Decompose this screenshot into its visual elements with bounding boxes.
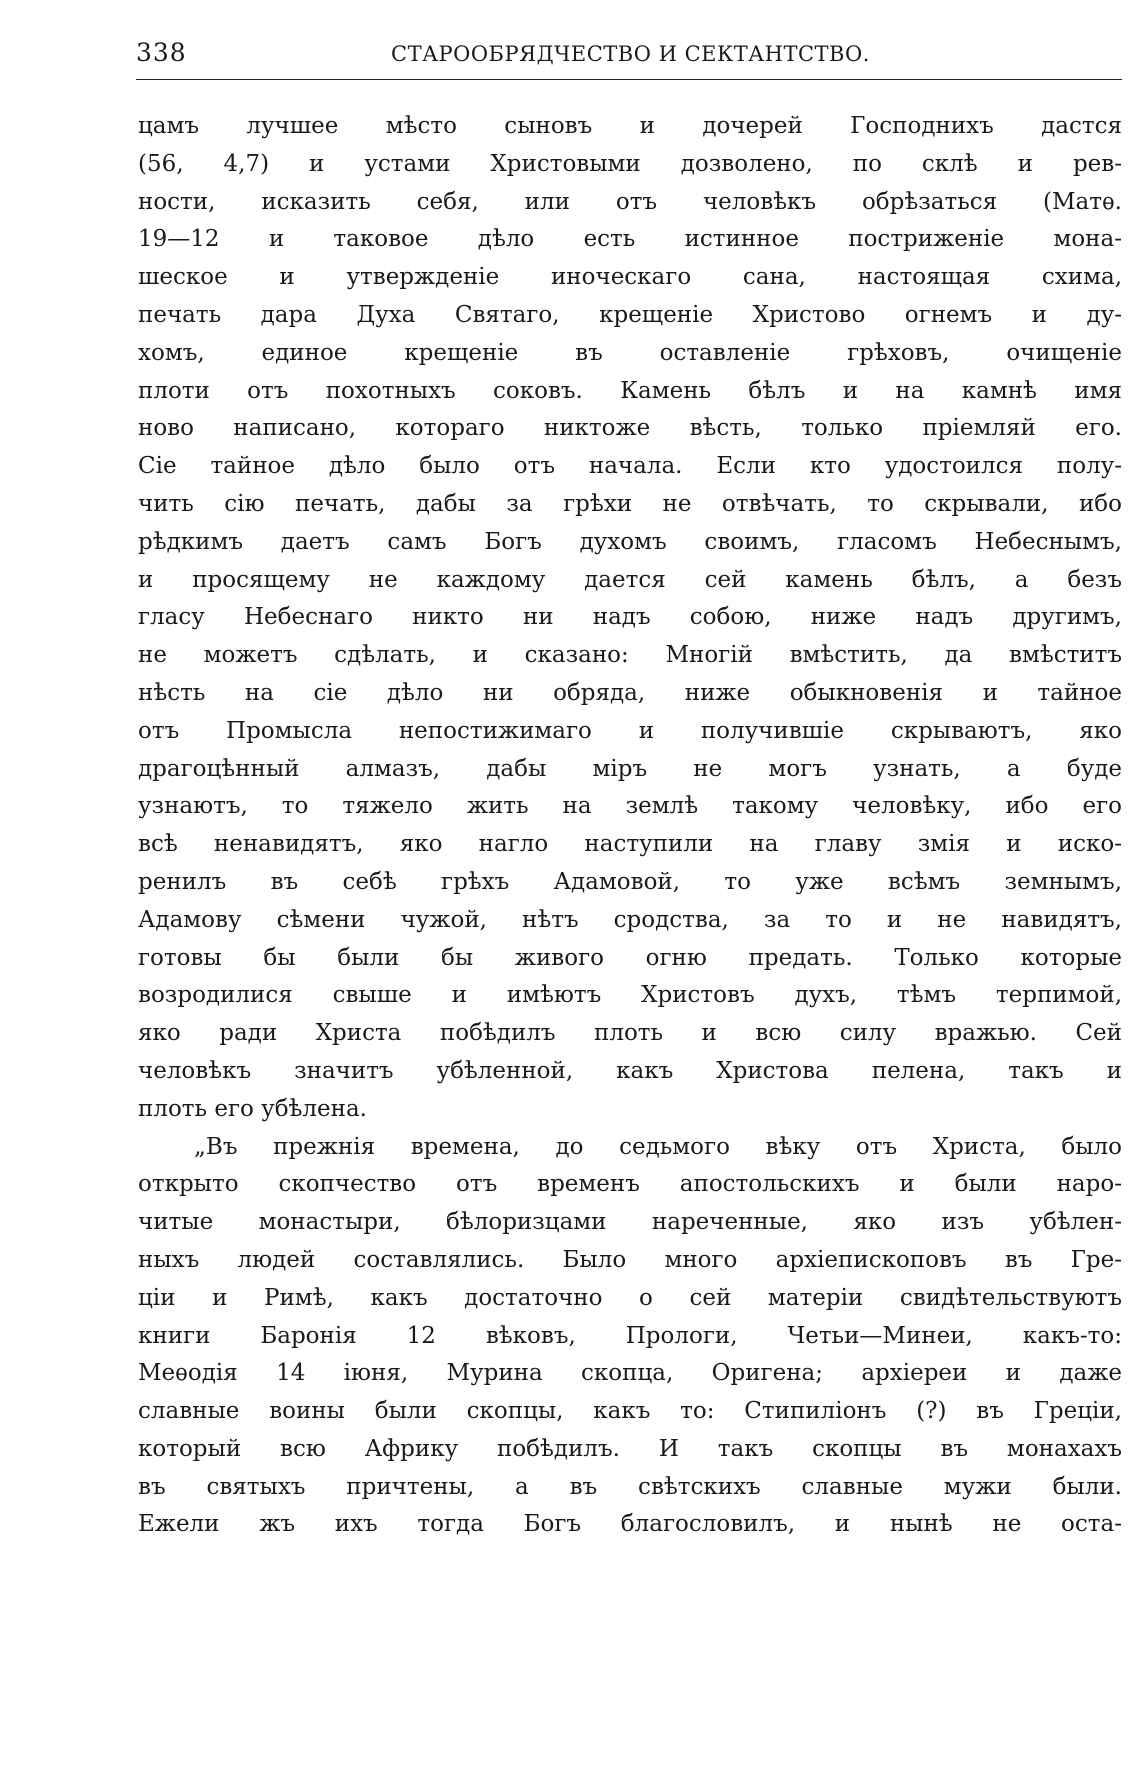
text-line: Ежели жъ ихъ тогда Богъ благословилъ, и нынѣ не оста- — [138, 1511, 1122, 1538]
text-line: ціи и Римѣ, какъ достаточно о сей матеріи свидѣтельствуютъ — [138, 1284, 1122, 1311]
text-line: хомъ, единое крещеніе въ оставленіе грѣховъ, очищеніе — [138, 339, 1122, 366]
running-head — [136, 38, 1122, 78]
text-line: открыто скопчество отъ временъ апостольскихъ и были наро- — [138, 1171, 1122, 1198]
text-line: рѣдкимъ даетъ самъ Богъ духомъ своимъ, гласомъ Небеснымъ, — [138, 528, 1122, 555]
paragraph-start-line: „Въ прежнія времена, до седьмого вѣку отъ Христа, было — [194, 1133, 1122, 1160]
text-line: читые монастыри, бѣлоризцами нареченные, яко изъ убѣлен- — [138, 1209, 1122, 1236]
text-line: драгоцѣнный алмазъ, дабы міръ не могъ узнать, а буде — [138, 755, 1122, 782]
text-line: 19—12 и таковое дѣло есть истинное постриженіе мона- — [138, 226, 1122, 253]
text-line: Меѳодія 14 іюня, Мурина скопца, Оригена; архіереи и даже — [138, 1360, 1122, 1387]
text-line: въ святыхъ причтены, а въ свѣтскихъ славные мужи были. — [138, 1473, 1122, 1500]
text-line: ренилъ въ себѣ грѣхъ Адамовой, то уже всѣмъ земнымъ, — [138, 868, 1122, 895]
running-title: СТАРООБРЯДЧЕСТВО И СЕКТАНТСТВО. — [391, 42, 870, 66]
text-line: возродилися свыше и имѣютъ Христовъ духъ, тѣмъ терпимой, — [138, 982, 1122, 1009]
text-line: готовы бы были бы живого огню предать. Только которые — [138, 944, 1122, 971]
text-line: яко ради Христа побѣдилъ плоть и всю силу вражью. Сей — [138, 1020, 1122, 1047]
text-line: Сіе тайное дѣло было отъ начала. Если кто удостоился полу- — [138, 453, 1122, 480]
text-line: Адамову сѣмени чужой, нѣтъ сродства, за то и не навидятъ, — [138, 906, 1122, 933]
text-line: (56, 4,7) и устами Христовыми дозволено, по склѣ и рев- — [138, 150, 1122, 177]
text-line: ности, исказить себя, или отъ человѣкъ обрѣзаться (Матѳ. — [138, 188, 1122, 215]
text-line: отъ Промысла непостижимаго и получившіе скрываютъ, яко — [138, 717, 1122, 744]
text-line: книги Баронія 12 вѣковъ, Прологи, Четьи—Минеи, какъ-то: — [138, 1322, 1122, 1349]
text-line: и просящему не каждому дается сей камень бѣлъ, а безъ — [138, 566, 1122, 593]
text-line: шеское и утвержденіе иноческаго сана, настоящая схима, — [138, 264, 1122, 291]
paragraph-end-line: плоть его убѣлена. — [138, 1095, 367, 1122]
text-line: ныхъ людей составлялись. Было много архіепископовъ въ Гре- — [138, 1246, 1122, 1273]
text-line: узнаютъ, то тяжело жить на землѣ такому человѣку, ибо его — [138, 793, 1122, 820]
text-line: человѣкъ значитъ убѣленной, какъ Христова пелена, такъ и — [138, 1057, 1122, 1084]
text-line: печать дара Духа Святаго, крещеніе Христово огнемъ и ду- — [138, 301, 1122, 328]
header-rule — [136, 79, 1122, 80]
text-line: который всю Африку побѣдилъ. И такъ скопцы въ монахахъ — [138, 1435, 1122, 1462]
text-line: чить сію печать, дабы за грѣхи не отвѣчать, то скрывали, ибо — [138, 490, 1122, 517]
text-line: цамъ лучшее мѣсто сыновъ и дочерей Господнихъ дастся — [138, 113, 1122, 139]
page-number: 338 — [136, 38, 187, 67]
text-line: всѣ ненавидятъ, яко нагло наступили на главу змія и иско- — [138, 831, 1122, 858]
body-text — [138, 108, 1122, 1544]
text-line: славные воины были скопцы, какъ то: Стипиліонъ (?) въ Греціи, — [138, 1398, 1122, 1425]
text-line: ново написано, котораго никтоже вѣсть, только пріемляй его. — [138, 415, 1122, 442]
text-line: не можетъ сдѣлать, и сказано: Многій вмѣстить, да вмѣститъ — [138, 642, 1122, 669]
text-line: гласу Небеснаго никто ни надъ собою, ниже надъ другимъ, — [138, 604, 1122, 631]
text-line: нѣсть на сіе дѣло ни обряда, ниже обыкновенія и тайное — [138, 679, 1122, 706]
text-line: плоти отъ похотныхъ соковъ. Камень бѣлъ и на камнѣ имя — [138, 377, 1122, 404]
